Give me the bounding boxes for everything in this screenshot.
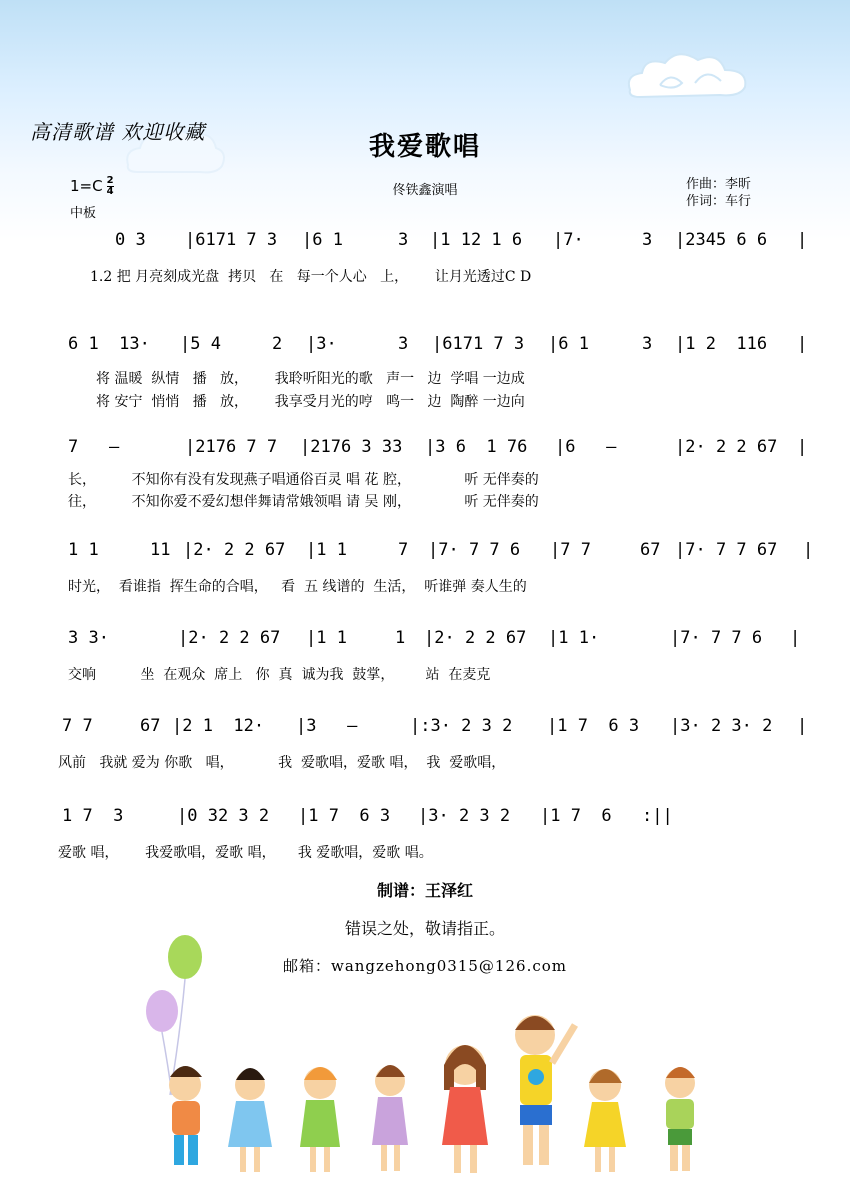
child-figure — [228, 1068, 272, 1172]
measure: 6 1 13· — [68, 334, 150, 354]
measure: 3 3· — [68, 628, 109, 648]
measure: |3 – — [296, 716, 358, 736]
measure: 67 — [640, 540, 661, 560]
lyrics-row — [0, 266, 850, 288]
measure: |3 6 1 76 — [425, 437, 528, 457]
measure: 67 — [140, 716, 161, 736]
credits — [686, 176, 751, 210]
measure: |2176 7 7 — [185, 437, 278, 457]
notation-row — [0, 806, 850, 836]
measure: |1 1 — [306, 540, 347, 560]
lyrics-line: 1.2 把 月亮刻成光盘 拷贝 在 每一个人心 上， 让月光透过C D — [90, 269, 532, 285]
key-label: 1=C — [70, 177, 103, 195]
measure: |7· 7 7 67 — [675, 540, 778, 560]
measure: 7 – — [68, 437, 120, 457]
measure: |3· 2 3 2 — [418, 806, 511, 826]
measure: 7 7 — [62, 716, 93, 736]
measure: :|| — [642, 806, 673, 826]
measure: |3· 2 3· 2 — [670, 716, 773, 736]
measure: | — [803, 540, 814, 560]
notation-row — [0, 230, 850, 260]
child-figure — [300, 1067, 340, 1172]
measure: | — [797, 334, 808, 354]
measure: |6 – — [555, 437, 617, 457]
measure: |2176 3 33 — [300, 437, 403, 457]
child-figure — [372, 1065, 408, 1171]
lyrics-row — [0, 842, 850, 864]
measure: | — [790, 628, 801, 648]
measure: | — [797, 437, 808, 457]
slogan: 高清歌谱 欢迎收藏 — [30, 120, 206, 144]
children-illustration — [140, 925, 730, 1195]
measure: |0 32 3 2 — [177, 806, 270, 826]
lyrics-line: 交响 坐 在观众 席上 你 真 诚为我 鼓掌， 站 在麦克 — [68, 667, 491, 683]
measure: 2 — [272, 334, 283, 354]
tempo-marking: 中板 — [70, 206, 97, 221]
measure: | — [797, 230, 808, 250]
measure: 1 — [395, 628, 406, 648]
time-sig-top: 2 — [106, 175, 114, 186]
composer: 作曲：李昕 — [686, 177, 752, 192]
measure: |6171 7 3 — [432, 334, 525, 354]
lyrics-line: 长， 不知你有没有发现燕子唱通俗百灵 唱 花 腔， 听 无伴奏的 — [68, 472, 539, 488]
measure: |3· — [306, 334, 337, 354]
measure: |5 4 — [180, 334, 221, 354]
measure: 3 — [398, 230, 409, 250]
measure: |2· 2 2 67 — [178, 628, 281, 648]
measure: |1 1· — [548, 628, 600, 648]
measure: |1 7 6 3 — [547, 716, 640, 736]
lyrics-line: 时光， 看谁指 挥生命的合唱， 看 五 线谱的 生活， 听谁弹 奏人生的 — [68, 579, 527, 595]
correction-note: 错误之处，敬请指正。 — [344, 919, 505, 938]
lyricist: 作词：车行 — [686, 194, 752, 209]
measure: |2· 2 2 67 — [424, 628, 527, 648]
measure: |1 7 6 3 — [298, 806, 391, 826]
measure: 11 — [150, 540, 171, 560]
lyrics-row — [0, 391, 850, 413]
lyrics-line: 将 安宁 悄悄 播 放， 我享受月光的哼 鸣一 边 陶醉 一边向 — [96, 394, 525, 410]
measure: |2· 2 2 67 — [183, 540, 286, 560]
lyrics-row — [0, 491, 850, 513]
measure: |6 1 — [548, 334, 589, 354]
notation-row — [0, 628, 850, 658]
measure: 7 — [398, 540, 409, 560]
lyrics-row — [0, 469, 850, 491]
lyrics-row — [0, 752, 850, 774]
measure: |7· 7 7 6 — [670, 628, 763, 648]
child-figure — [584, 1069, 626, 1172]
measure: 3 — [642, 334, 653, 354]
lyrics-line: 将 温暖 纵情 播 放， 我聆听阳光的歌 声一 边 学唱 一边成 — [96, 371, 525, 387]
arranger-credit: 制谱：王泽红 — [376, 881, 473, 900]
measure: |1 1 — [306, 628, 347, 648]
measure: |1 2 116 — [675, 334, 768, 354]
measure: |1 7 6 — [540, 806, 612, 826]
measure: 1 7 3 — [62, 806, 124, 826]
lyrics-line: 往， 不知你爱不爱幻想伴舞请常娥领唱 请 吴 刚， 听 无伴奏的 — [68, 494, 539, 510]
child-figure — [442, 1045, 488, 1173]
measure: |7· — [553, 230, 584, 250]
cloud-decoration — [620, 45, 760, 105]
measure: |2 1 12· — [172, 716, 265, 736]
measure: 3 — [398, 334, 409, 354]
measure: |2· 2 2 67 — [675, 437, 778, 457]
measure: |6 1 — [302, 230, 343, 250]
child-figure — [169, 1066, 202, 1165]
notation-row — [0, 540, 850, 570]
time-sig-bottom: 4 — [106, 186, 114, 197]
notation-row — [0, 334, 850, 364]
measure: |1 12 1 6 — [430, 230, 523, 250]
measure: |7 7 — [550, 540, 591, 560]
performer: 佟铁鑫演唱 — [392, 183, 458, 198]
email-line: 邮箱：wangzehong0315@126.com — [282, 957, 567, 975]
child-figure — [665, 1067, 695, 1171]
measure: | — [797, 716, 808, 736]
measure: |7· 7 7 6 — [428, 540, 521, 560]
measure: |:3· 2 3 2 — [410, 716, 513, 736]
lyrics-row — [0, 576, 850, 598]
lyrics-row — [0, 664, 850, 686]
song-title: 我爱歌唱 — [368, 132, 481, 162]
child-figure — [515, 1015, 575, 1165]
notation-row — [0, 716, 850, 746]
notation-row — [0, 437, 850, 467]
measure: |2345 6 6 — [675, 230, 768, 250]
lyrics-line: 风前 我就 爱为 你歌 唱， 我 爱歌唱，爱歌 唱， 我 爱歌唱， — [58, 755, 506, 771]
measure: 3 — [642, 230, 653, 250]
measure: 0 3 — [115, 230, 146, 250]
lyrics-line: 爱歌 唱， 我爱歌唱，爱歌 唱， 我 爱歌唱，爱歌 唱。 — [58, 845, 433, 861]
measure: 1 1 — [68, 540, 99, 560]
measure: |6171 7 3 — [185, 230, 278, 250]
lyrics-row — [0, 368, 850, 390]
